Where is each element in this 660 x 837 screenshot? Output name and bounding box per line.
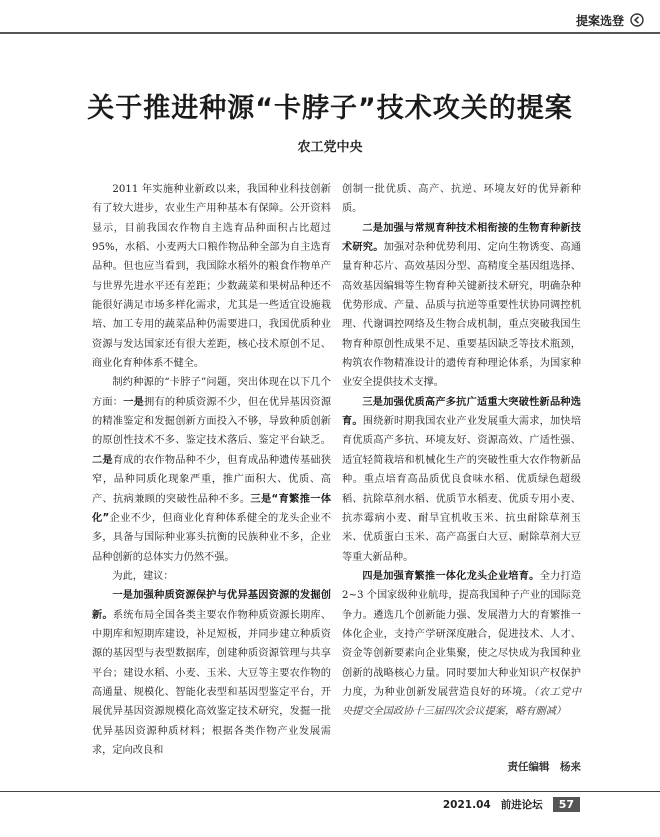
magazine-name: 前进论坛 xyxy=(500,799,543,811)
left-column xyxy=(92,180,331,760)
source-note: （农工党中央提交全国政协十三届四次会议提案，略有删减） xyxy=(342,686,582,718)
section-label: 提案选登 xyxy=(575,13,624,28)
responsible-editor: 责任编辑 杨来 xyxy=(507,761,581,773)
page-footer xyxy=(443,797,580,812)
page-header xyxy=(576,8,644,32)
page-number: 57 xyxy=(553,797,580,812)
issue-number: 2021.04 xyxy=(442,798,491,811)
paragraph-suggestion-2: 二是加强与常规育种技术相衔接的生物育种新技术研究。加强对杂种优势利用、定向生物诱变、高通量育种芯片、高效基因分型、高精度全基因组选择、高效基因编辑等生物育种关键新技术研究，明确杂种优势形成、产量、品质与抗逆等重要性状协同调控机理、代谢调控网络及生物合成机制，重点突破我国生物育种原创性成果不足、重要基因缺乏等技术瓶颈，构筑农作物精准设计的遗传育种理论体系，为国家种业安全提供技术支撑。 xyxy=(342,222,582,389)
article-author: 农工党中央 xyxy=(297,140,363,155)
paragraph-suggestion-1: 一是加强种质资源保护与优异基因资源的发掘创新。系统布局全国各类主要农作物种质资源长期库、中期库和短期库建设，补足短板，并同步建立种质资源的基因型与表型数据库，创建种质资源管理与共享平台；建设水稻、小麦、玉米、大豆等主要农作物的高通量、规模化、智能化表型和基因型鉴定平台，开展优异基因资源规模化高效鉴定技术研究，发掘一批优异基因资源种质材料；根据各类作物产业发展需求，定向改良和 xyxy=(92,590,332,756)
header-rule xyxy=(0,32,660,34)
paragraph-suggestion-4: 四是加强育繁推一体化龙头企业培育。全力打造 2~3 个国家级种业航母，提高我国种子产业的国际竞争力。遴选几个创新能力强、发展潜力大的育繁推一体化企业，支持产学研深度融合，促进技术、人才、资金等创新要素向企业集聚，使之尽快成为我国种业创新的战略核心力量。同时要加大种业知识产权保护力度，为种业创新发展营造良好的环境。（农工党中央提交全国政协十三届四次会议提案，略有删减） xyxy=(342,570,582,718)
circle-arrow-icon xyxy=(630,13,644,27)
paragraph-suggestion-3: 三是加强优质高产多抗广适重大突破性新品种选育。围绕新时期我国农业产业发展重大需求，加快培育优质高产多抗、环境友好、资源高效、广适性强、适宜轻简栽培和机械化生产的突破性重大农作物新品种。重点培育高品质优良食味水稻、优质绿色超级稻、抗除草剂水稻、优质节水稻麦、优质专用小麦、抗赤霉病小麦、耐旱宜机收玉米、抗虫耐除草剂玉米、优质蛋白玉米、高产高蛋白大豆、耐除草剂大豆等重大新品种。 xyxy=(342,396,582,563)
paragraph-suggestion-intro: 为此，建议： xyxy=(112,570,174,582)
paragraph-intro: 2011 年实施种业新政以来，我国种业科技创新有了较大进步，农业生产用种基本有保障。公开资料显示，目前我国农作物自主选育品种面积占比超过 95%，水稻、小麦两大口粮作物品种全部为自主选育品种。但也应当看到，我国除水稻外的粮食作物单产与世界先进水平还有差距；少数蔬菜和果树品种还不能很好满足市场多样化需求，尤其是一些适宜设施栽培、加工专用的蔬菜品种仍需要进口，我国优质种业资源与发达国家还有很大差距，核心技术原创不足、商业化育种体系不健全。 xyxy=(92,184,331,370)
footer-rule xyxy=(0,791,660,792)
right-column xyxy=(342,180,581,722)
article-title: 关于推进种源“卡脖子”技术攻关的提案 xyxy=(87,93,573,124)
paragraph-suggestion-1-cont: 创制一批优质、高产、抗逆、环境友好的优异新种质。 xyxy=(342,184,581,215)
paragraph-problems: 制约种源的“卡脖子”问题，突出体现在以下几个方面：一是拥有的种质资源不少，但在优异基因资源的精准鉴定和发掘创新方面投入不够，导致种质创新的原创性技术不多、鉴定技术落后、鉴定平台缺乏。二是育成的农作物品种不少，但育成品种遗传基础狭窄，品种同质化现象严重，推广面积大、优质、高产、抗病兼顾的突破性品种不多。三是“育繁推一体化”企业不少，但商业化育种体系健全的龙头企业不多，具备与国际种业寡头抗衡的民族种业不多，企业品种创新的总体实力仍然不强。 xyxy=(92,377,332,563)
